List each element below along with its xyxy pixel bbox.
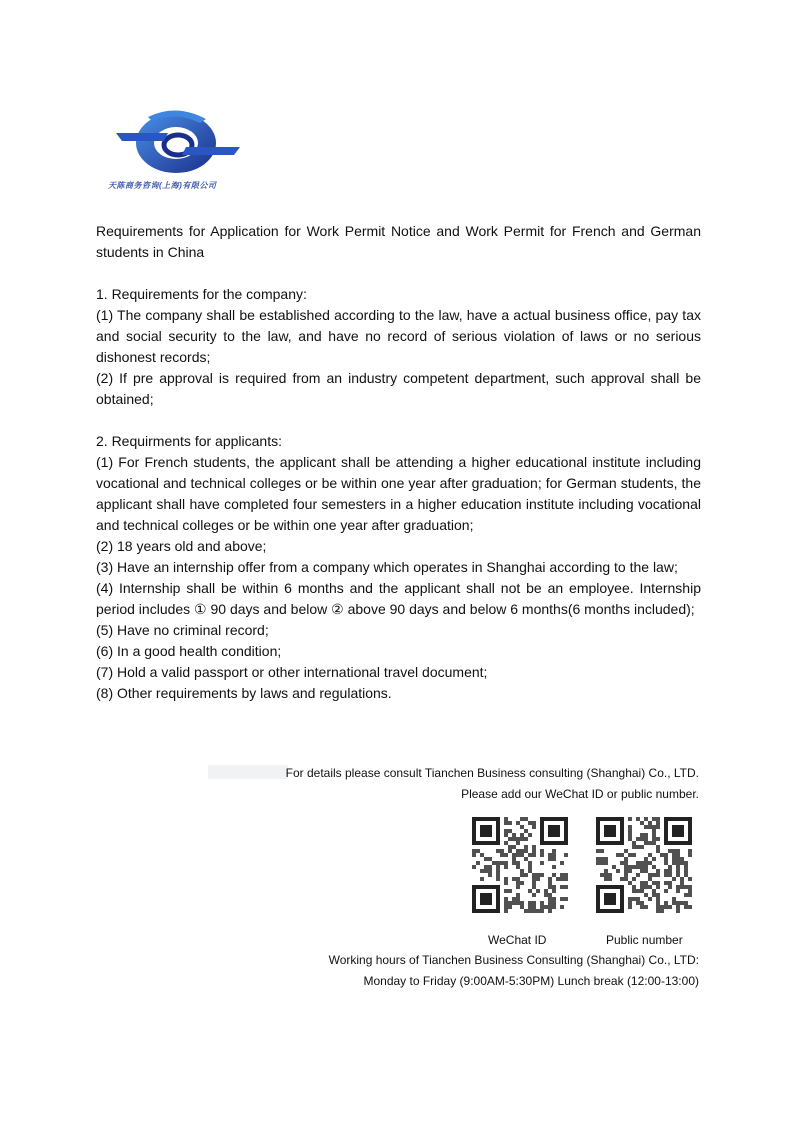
working-hours-detail: Monday to Friday (9:00AM-5:30PM) Lunch break (12:00-13:00): [363, 974, 699, 988]
section2-item: (1) For French students, the applicant shall be attending a higher educational institute including vocational and technical colleges or be within one year after graduation; for German students, the applicant shall have completed four semesters in a higher education institute including vocational and technical colleges or be within one year after graduation;: [96, 454, 701, 533]
highlight-shade: [208, 765, 288, 779]
company-logo: [108, 105, 244, 191]
section2-heading: 2. Requirments for applicants:: [96, 433, 282, 449]
section2-item: (8) Other requirements by laws and regulations.: [96, 685, 392, 701]
section2-item: (5) Have no criminal record;: [96, 622, 269, 638]
consult-note: For details please consult Tianchen Business consulting (Shanghai) Co., LTD.: [285, 766, 699, 780]
working-hours-title: Working hours of Tianchen Business Consulting (Shanghai) Co., LTD:: [328, 953, 699, 967]
section1-item: (1) The company shall be established according to the law, have a actual business office, pay tax and social security to the law, and have no record of serious violation of laws or no serious dishonest records;: [96, 307, 701, 365]
section2-item: (2) 18 years old and above;: [96, 538, 267, 554]
public-number-qr-code: [592, 813, 700, 915]
logo-caption: 天陈商务咨询(上海)有限公司: [108, 181, 217, 190]
section2-item: (7) Hold a valid passport or other international travel document;: [96, 664, 488, 680]
section1-item: (2) If pre approval is required from an industry competent department, such approval shall be obtained;: [96, 370, 701, 407]
section2-item: (3) Have an internship offer from a company which operates in Shanghai according to the law;: [96, 559, 678, 575]
document-title: Requirements for Application for Work Permit Notice and Work Permit for French and German students in China: [96, 223, 701, 260]
wechat-qr-code: [468, 813, 576, 915]
wechat-id-label: WeChat ID: [488, 933, 547, 947]
document-body: [96, 221, 701, 704]
section2-item: (6) In a good health condition;: [96, 643, 282, 659]
public-number-label: Public number: [606, 933, 683, 947]
section2-item: (4) Internship shall be within 6 months and the applicant shall not be an employee. Internship period includes ① 90 days and below ② above 90 days and below 6 months(6 months included);: [96, 580, 701, 617]
section1-heading: 1. Requirements for the company:: [96, 286, 307, 302]
wechat-prompt: Please add our WeChat ID or public number.: [461, 787, 699, 801]
